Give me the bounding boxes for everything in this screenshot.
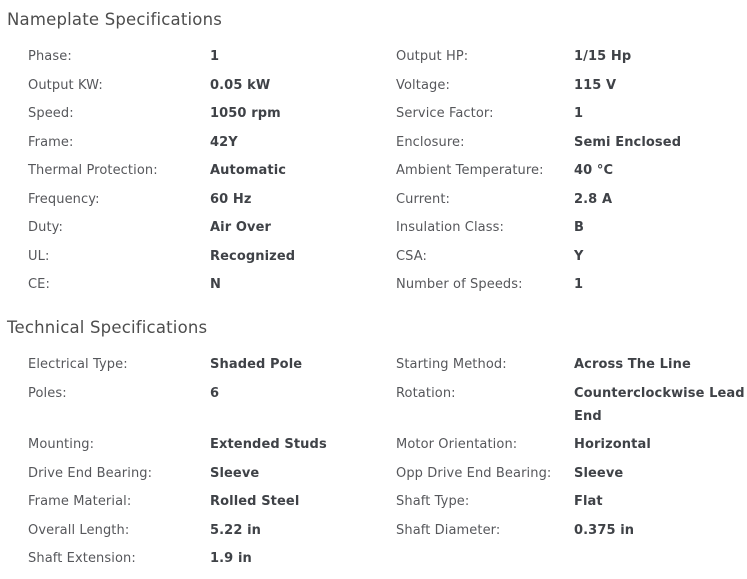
spec-row [28,159,747,182]
spec-value: 115 V [574,77,617,93]
spec-value: 1050 rpm [210,106,281,121]
spec-value: 6 [210,385,220,401]
nameplate-specifications-rows [28,45,747,296]
spec-label: Insulation Class: [396,220,504,235]
spec-label: Ambient Temperature: [396,163,544,178]
spec-label: Enclosure: [396,134,465,150]
spec-label: CSA: [396,248,428,264]
spec-label: Current: [396,191,451,207]
spec-label: Opp Drive End Bearing: [396,465,552,481]
spec-value: 1.9 in [210,551,252,566]
spec-value: N [210,277,221,292]
spec-value: Extended Studs [210,437,327,452]
spec-label: Thermal Protection: [28,163,158,178]
spec-label: Frame Material: [28,494,132,509]
spec-value: 60 Hz [210,191,252,207]
spec-label: Frame: [28,134,74,150]
spec-label: Voltage: [396,77,450,93]
nameplate-specifications-title: Nameplate Specifications [7,10,223,29]
spec-label: Shaft Type: [396,494,470,509]
spec-value: 1 [210,49,220,64]
spec-value: Horizontal [574,437,651,452]
spec-row [28,45,747,68]
spec-value: 1 [574,277,584,292]
technical-specifications-section [7,316,747,570]
spec-value: Recognized [210,248,296,264]
spec-label: Number of Speeds: [396,277,523,292]
spec-value: Flat [574,494,603,509]
spec-value: 1/15 Hp [574,49,632,64]
spec-value: Sleeve [210,465,260,481]
spec-value: Sleeve [574,465,624,481]
spec-row [28,547,747,570]
spec-value: 0.375 in [574,522,635,538]
spec-value: 1 [574,106,584,121]
spec-row [28,433,747,456]
spec-value: 2.8 A [574,191,613,207]
spec-label: Duty: [28,220,63,235]
spec-value: Automatic [210,163,287,178]
spec-label: UL: [28,248,50,264]
spec-label: Drive End Bearing: [28,465,153,481]
spec-label: Phase: [28,49,72,64]
nameplate-specifications-section [7,8,747,296]
spec-row [28,74,747,97]
spec-value: Semi Enclosed [574,134,682,150]
spec-value: Y [574,248,584,264]
spec-label: Service Factor: [396,106,494,121]
spec-label: Output HP: [396,49,469,64]
spec-row [28,273,747,296]
spec-label: Mounting: [28,437,95,452]
spec-label: Motor Orientation: [396,437,518,452]
spec-label [396,547,574,570]
spec-row [28,245,747,268]
spec-value: Across The Line [574,357,691,372]
spec-label: Shaft Diameter: [396,522,501,538]
spec-value: 0.05 kW [210,77,271,93]
spec-row [28,131,747,154]
spec-label: Rotation: [396,385,456,401]
spec-label: Electrical Type: [28,357,128,372]
spec-row [28,490,747,513]
technical-specifications-title: Technical Specifications [7,318,208,337]
spec-value: B [574,220,585,235]
spec-label: Overall Length: [28,522,130,538]
spec-value: 42Y [210,134,238,150]
spec-row [28,519,747,542]
spec-value [574,547,747,570]
spec-value: Air Over [210,220,272,235]
spec-row [28,188,747,211]
spec-row [28,382,747,428]
technical-specifications-rows [28,353,747,570]
spec-row [28,462,747,485]
spec-value: 40 °C [574,163,614,178]
spec-label: Speed: [28,106,74,121]
spec-label: Poles: [28,385,67,401]
spec-value: 5.22 in [210,522,262,538]
spec-label: CE: [28,277,50,292]
spec-label: Starting Method: [396,357,507,372]
spec-value: Shaded Pole [210,357,303,372]
spec-value: Rolled Steel [210,494,300,509]
spec-label: Frequency: [28,191,100,207]
spec-value: Counterclockwise Lead End [574,385,745,424]
spec-label: Shaft Extension: [28,551,136,566]
spec-row [28,102,747,125]
spec-label: Output KW: [28,77,103,93]
spec-row [28,353,747,376]
spec-row [28,216,747,239]
